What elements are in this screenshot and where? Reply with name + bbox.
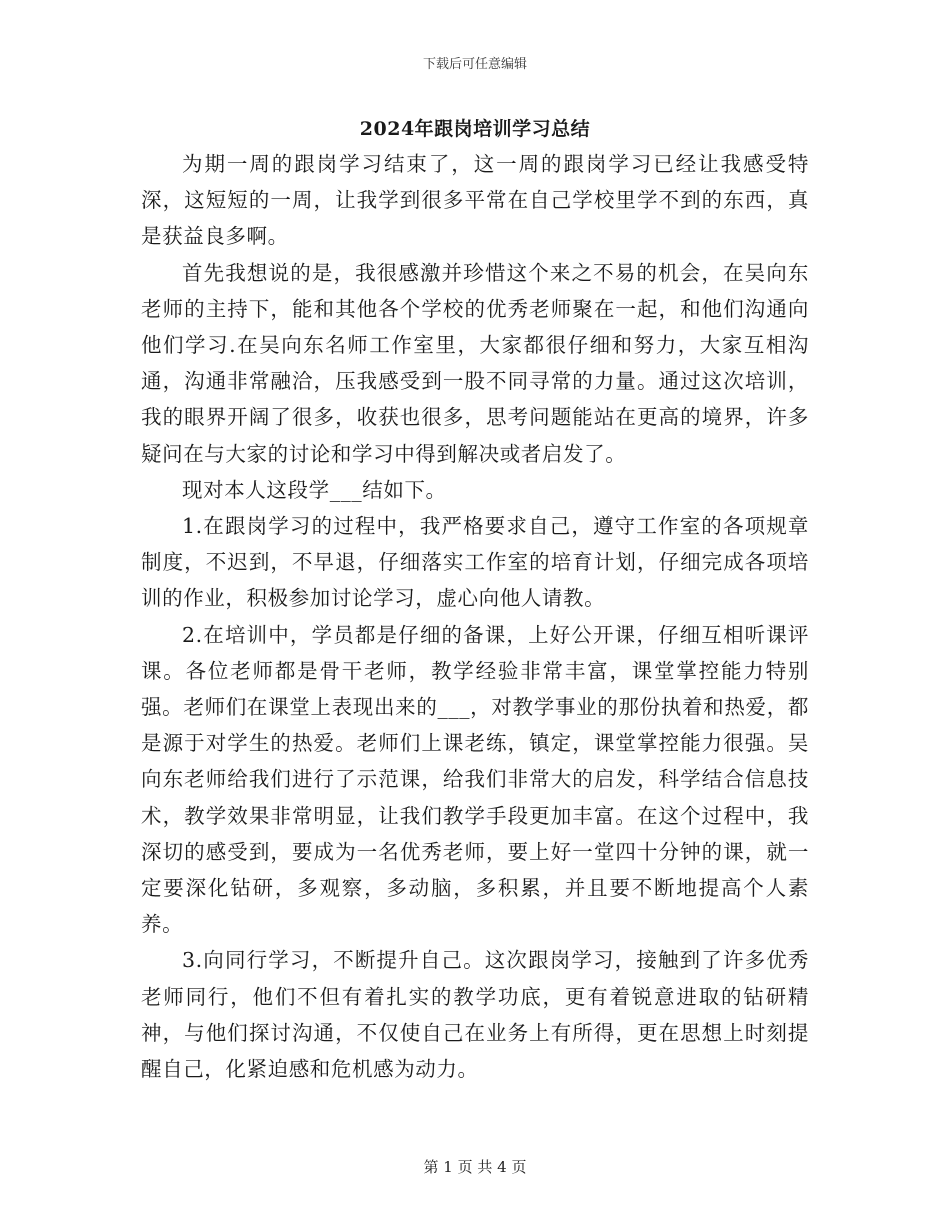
paragraph-summary-lead: 现对本人这段学___结如下。 xyxy=(182,477,447,502)
paragraph-intro: 为期一周的跟岗学习结束了，这一周的跟岗学习已经让我感受特深，这短短的一周，让我学到很多平常在自己学校里学不到的东西，真是获益良多啊。 xyxy=(141,152,809,249)
header-note: 下载后可任意编辑 xyxy=(422,57,527,72)
paragraph-point-1: 1.在跟岗学习的过程中，我严格要求自己，遵守工作室的各项规章制度，不迟到，不早退，仔细落实工作室的培育计划，仔细完成各项培训的作业，积极参加讨论学习，虚心向他人请教。 xyxy=(141,514,809,611)
paragraph-point-3: 3.向同行学习，不断提升自己。这次跟岗学习，接触到了许多优秀老师同行，他们不但有着扎实的教学功底，更有着锐意进取的钻研精神，与他们探讨沟通，不仅使自己在业务上有所得，更在思想上时刻提醒自己，化紧迫感和危机感为动力。 xyxy=(141,948,809,1082)
document-body xyxy=(141,146,809,1087)
document-title: 2024年跟岗培训学习总结 xyxy=(359,118,591,140)
page-number: 第 1 页 共 4 页 xyxy=(423,1158,527,1176)
paragraph-gratitude: 首先我想说的是，我很感激并珍惜这个来之不易的机会，在吴向东老师的主持下，能和其他各个学校的优秀老师聚在一起，和他们沟通向他们学习.在吴向东名师工作室里，大家都很仔细和努力，大家互相沟通，沟通非常融洽，压我感受到一股不同寻常的力量。通过这次培训，我的眼界开阔了很多，收获也很多，思考问题能站在更高的境界，许多疑问在与大家的讨论和学习中得到解决或者启发了。 xyxy=(141,260,809,466)
paragraph-point-2: 2.在培训中，学员都是仔细的备课，上好公开课，仔细互相听课评课。各位老师都是骨干老师，教学经验非常丰富，课堂掌控能力特别强。老师们在课堂上表现出来的___，对教学事业的那份执着和热爱，都是源于对学生的热爱。老师们上课老练，镇定，课堂掌控能力很强。吴向东老师给我们进行了示范课，给我们非常大的启发，科学结合信息技术，教学效果非常明显，让我们教学手段更加丰富。在这个过程中，我深切的感受到，要成为一名优秀老师，要上好一堂四十分钟的课，就一定要深化钻研，多观察，多动脑，多积累，并且要不断地提高个人素养。 xyxy=(141,622,809,937)
